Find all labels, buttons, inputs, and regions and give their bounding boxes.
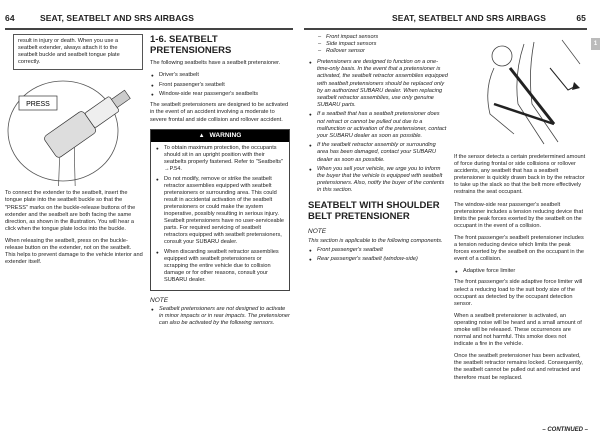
list-item: ● Window-side rear passenger's seatbelts [150,91,290,98]
list-item: ● When you sell your vehicle, we urge you to inform the buyer that the vehicle is equipped with seatbelt pretensioners. Also, notify the buyer of the contents in this section. [308,166,448,194]
page-number-left: 64 [5,13,15,23]
locked-paragraph: Once the seatbelt pretensioner has been activated, the seatbelt retractor remains locked. Consequently, the seatbelt cannot be pulled out and retracted and therefore must be replaced. [454,353,583,381]
warning-body [151,142,289,290]
left-page [0,0,298,447]
warning-item: ● To obtain maximum protection, the occupants should sit in an upright position with their seatbelts properly fastened. Refer to "Seatbelts" →P.54. [155,145,285,173]
warning-box [150,129,290,291]
list-item: ● Rear passenger's seatbelt (window-side) [308,256,448,263]
list-item: ● Adaptive force limiter [454,268,586,275]
list-item: ● If the seatbelt retractor assembly or surrounding area has been damaged, contact your SUBARU dealer as soon as possible. [308,142,448,163]
force-limiter-paragraph: The front passenger's side adaptive force limiter will select a reducing load to the suit body size of the occupant as detected by the occupant detection sensor. [454,279,583,307]
rear-reducer-paragraph: The window-side rear passenger's seatbelt pretensioner includes a tension reducing device that limits the peak forces exerted by the seatbelt on the occupant in the event of a collision. [454,201,584,229]
pretensioner-list [150,72,290,98]
right-col-1 [308,34,448,267]
list-item: ● Front passenger's seatbelt [150,82,290,89]
list-item: ● If a seatbelt that has a seatbelt pretensioner does not retract or cannot be pulled out due to a malfunction or activation of the pretensioner, contact your SUBARU dealer as soon as possible. [308,111,448,139]
list-item: – Front impact sensors [316,34,448,41]
note-bullets [308,59,448,194]
release-paragraph: When releasing the seatbelt, press on the buckle-release button on the extender, not on the seatbelt. This helps to prevent damage to the vehicle interior and extender itself. [5,237,143,266]
activation-paragraph: The seatbelt pretensioners are designed to be activated in the event of an accident involving a moderate to severe frontal and side collision and rollover accident. [150,102,289,123]
continued-label: – CONTINUED – [542,427,588,433]
warning-continued-box [13,34,143,70]
list-item: ● Driver's seatbelt [150,72,290,79]
chapter-tab: 1 [591,38,600,50]
intro-text: The following seatbelts have a seatbelt pretensioner. [150,60,281,66]
press-label: PRESS [26,101,50,109]
list-item: ● Pretensioners are designed to function on a one-time-only basis. In the event that a pretensioner is activated, the seatbelt retractor assemblies equipped with seatbelt pretensioners should be replaced only by an authorized SUBARU dealer. When replacing seatbelt retractor assemblies, use only genuine SUBARU parts. [308,59,448,109]
force-limiter-list [454,268,586,275]
note-item: ● Seatbelt pretensioners are not designed to activate in minor impacts or in rear impacts. The pretensioner can also be activated by the following sensors. [150,306,290,327]
extender-illustration [5,76,143,186]
note-title: NOTE [308,228,327,236]
note-title: NOTE [150,296,169,304]
warning-header [151,130,289,142]
page-header-right: SEAT, SEATBELT AND SRS AIRBAGS [392,13,546,23]
warning-title: WARNING [209,131,242,139]
connect-paragraph: To connect the extender to the seatbelt, insert the tongue plate into the seatbelt buckle so that the "PRESS" marks on the buckle-release buttons of the extender and the seatbelt are both facing the same direction, as shown in the illustration. You will hear a click when the tongue plate locks into the buckle. [5,190,136,232]
sensor-paragraph: If the sensor detects a certain predetermined amount of force during frontal or side collisions or rollover accidents, any seatbelt that has a seatbelt pretensioner is quickly drawn back in by the retractor to take up the slack so that the belt more effectively restrains the seat occupant. [454,154,586,196]
left-col-1 [5,34,143,271]
page-header-left: SEAT, SEATBELT AND SRS AIRBAGS [40,13,194,23]
header-rule [304,28,587,30]
note-list [150,306,290,327]
section-title-pretensioners: 1-6. SEATBELT PRETENSIONERS [150,34,232,56]
warning-item: ● Do not modify, remove or strike the seatbelt retractor assemblies equipped with seatbelt pretensioners or surrounding area. This could result in accidental activation of the seatbelt pretensioners or could make the system inoperative, possibly resulting in serious injury. Seatbelt pretensioners have no user-serviceable parts. For required servicing of seatbelt retractors equipped with seatbelt pretensioners, consult your SUBARU dealer. [155,176,285,247]
component-list [308,247,448,264]
warning-item: ● When discarding seatbelt retractor assemblies equipped with seatbelt pretensioners or scrapping the entire vehicle due to collision damage or for other reasons, consult your SUBARU dealer. [155,249,285,284]
list-item: – Side impact sensors [316,41,448,48]
pretensioner-illustration [454,34,586,149]
warning-continued-text: result in injury or death. When you use a seatbelt extender, always attach it to the seatbelt buckle and seatbelt tongue plate correctly. [18,38,120,66]
section-title-shoulder-belt: SEATBELT WITH SHOULDER BELT PRETENSIONER [308,200,440,223]
warning-triangle-icon: ▲ [198,132,205,139]
note-intro: This section is applicable to the following components. [308,237,443,244]
front-reducer-paragraph: The front passenger's seatbelt pretensioner includes a tension reducing device which limits the peak forces exerted by the seatbelt on the occupant in the event of a collision. [454,234,584,263]
list-item: – Rollover sensor [316,48,448,55]
right-col-2 [454,34,586,387]
smoke-paragraph: When a seatbelt pretensioner is activated, an operating noise will be heard and a small amount of smoke will be released. These occurrences are normal and not harmful. This smoke does not indicate a fire in the vehicle. [454,312,582,348]
list-item: ● Front passenger's seatbelt [308,247,448,254]
sensor-list [316,34,448,55]
page-number-right: 65 [576,13,586,23]
header-rule [5,28,293,30]
right-page [302,0,600,447]
left-col-2 [150,34,290,331]
